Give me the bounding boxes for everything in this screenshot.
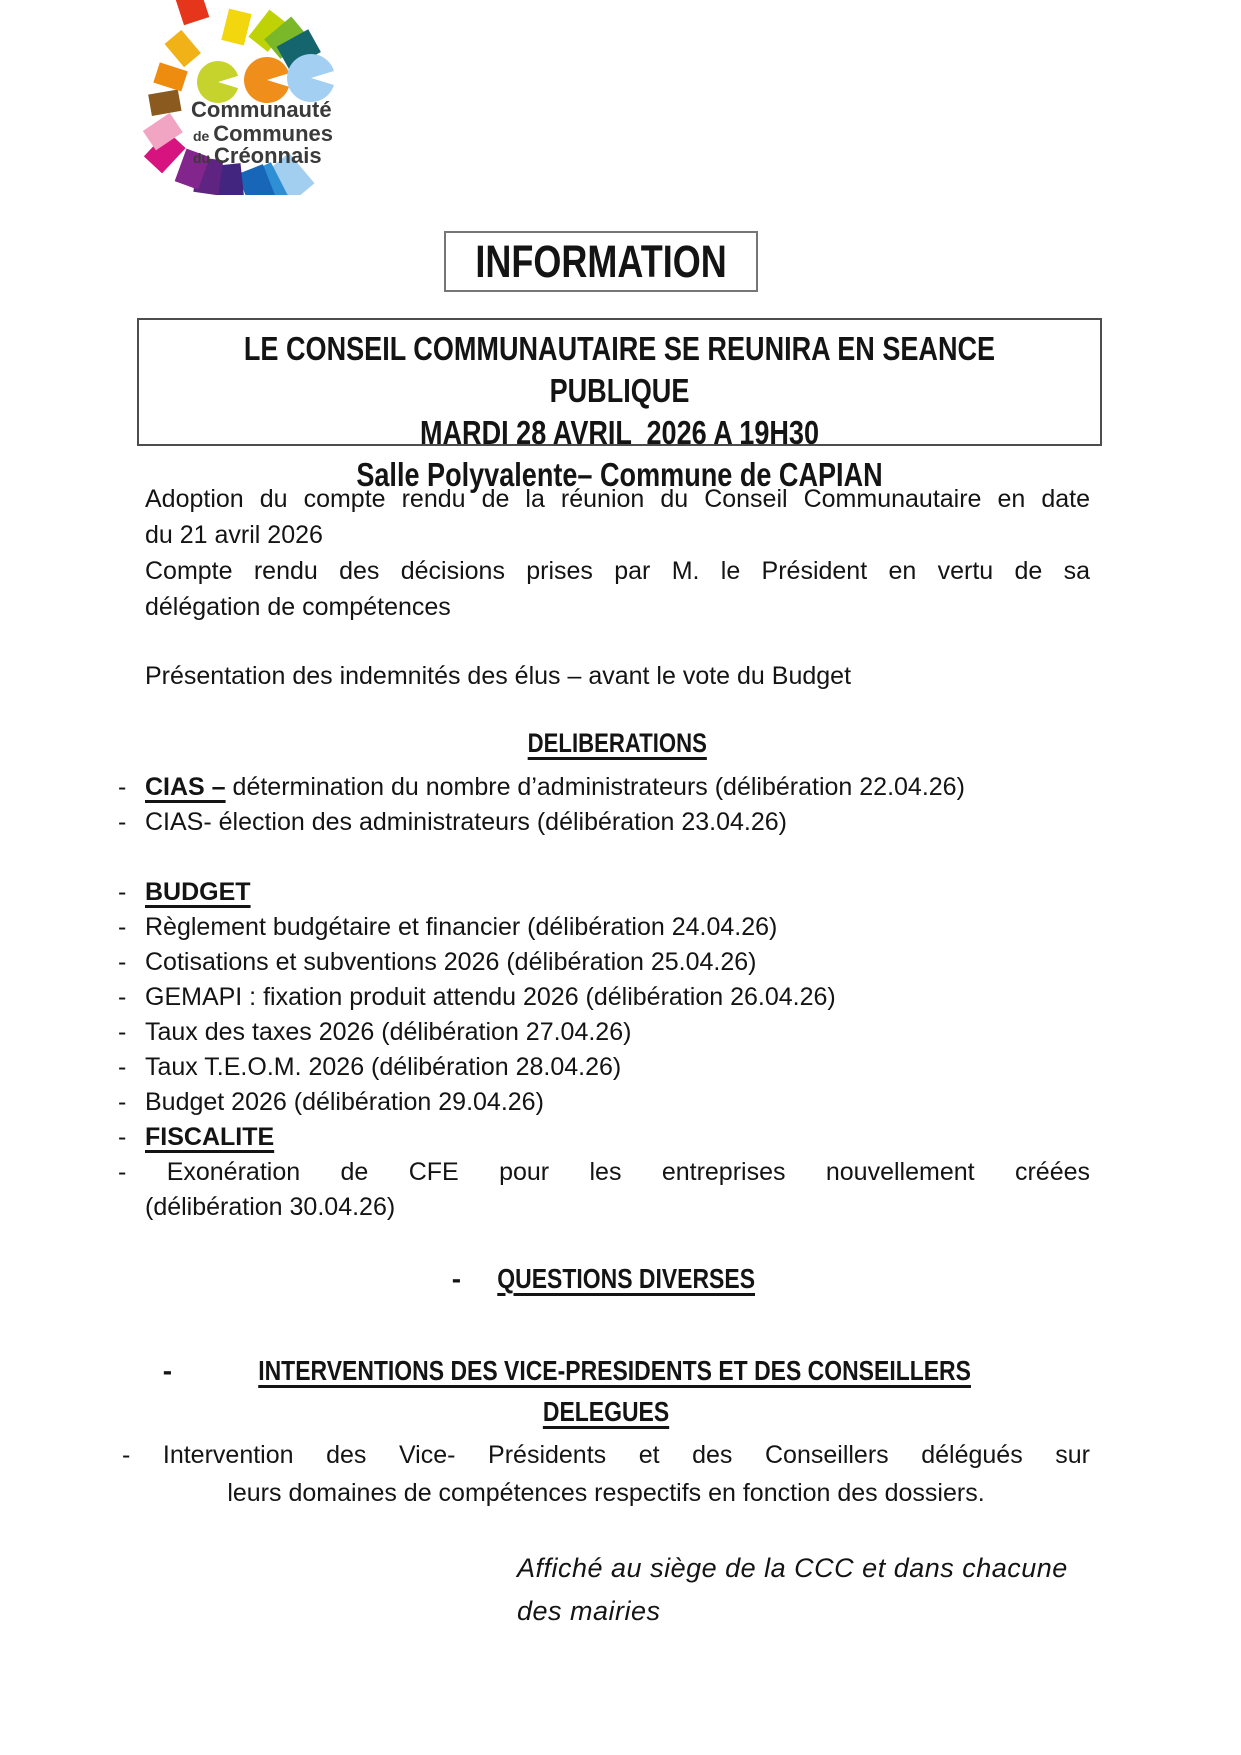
deliberation-item-text: GEMAPI : fixation produit attendu 2026 (délibération 26.04.26) <box>145 983 836 1011</box>
deliberation-item-dash: - <box>118 1018 127 1046</box>
interventions-dash: - <box>162 1355 173 1386</box>
page-title: INFORMATION <box>475 235 727 287</box>
deliberation-item-dash: - <box>118 948 127 976</box>
questions-heading: QUESTIONS DIVERSES <box>497 1263 756 1294</box>
notice-line-2: MARDI 28 AVRIL 2026 A 19H30 <box>419 414 820 451</box>
paragraph-line: Compte rendu des décisions prises par M. le Président en vertu de sa <box>145 557 1090 585</box>
deliberation-item-text: Taux des taxes 2026 (délibération 27.04.26) <box>145 1018 632 1046</box>
deliberation-item-dash: - <box>118 878 127 906</box>
interventions-heading-line2 <box>122 1391 1090 1432</box>
ccc-logo <box>125 0 340 195</box>
deliberation-item <box>118 910 1090 945</box>
deliberations-heading: DELIBERATIONS <box>527 728 708 758</box>
deliberation-item <box>118 1085 1090 1120</box>
paragraph-interventions <box>122 1436 1090 1512</box>
footer-note <box>517 1547 1117 1633</box>
deliberation-item-text: Cotisations et subventions 2026 (délibération 25.04.26) <box>145 948 757 976</box>
deliberation-item <box>118 875 1090 910</box>
logo-ring-tile <box>165 30 201 67</box>
paragraph-line: du 21 avril 2026 <box>145 521 323 549</box>
logo-text-line1: Communauté <box>191 97 332 122</box>
logo-ring-tile <box>173 0 210 25</box>
deliberation-item-text: Budget 2026 (délibération 29.04.26) <box>145 1088 544 1116</box>
deliberation-item-text: Règlement budgétaire et financier (délibération 24.04.26) <box>145 913 778 941</box>
deliberation-item-text: CIAS- élection des administrateurs (délibération 23.04.26) <box>145 808 788 836</box>
deliberation-item-dash: - <box>118 773 127 801</box>
logo-ring-tile <box>148 89 181 116</box>
interventions-heading-wrap <box>122 1350 1090 1432</box>
questions-dash: - <box>451 1263 462 1294</box>
deliberation-item-dash: - <box>118 913 127 941</box>
deliberation-item-bold-label: BUDGET <box>145 878 251 906</box>
deliberation-item-bold-label: CIAS – <box>145 773 226 801</box>
deliberation-item-text: détermination du nombre d’administrateurs (délibération 22.04.26) <box>225 773 965 801</box>
deliberation-item <box>118 1015 1090 1050</box>
logo-ring-tile <box>221 9 251 46</box>
notice-line-1: LE CONSEIL COMMUNAUTAIRE SE REUNIRA EN SEANCE PUBLIQUE <box>243 330 1003 409</box>
deliberation-item <box>118 1050 1090 1085</box>
deliberation-item <box>118 1120 1090 1155</box>
deliberation-item-dash: - <box>118 808 127 836</box>
interventions-heading-text2: DELEGUES <box>542 1396 670 1427</box>
paragraph-line: leurs domaines de compétences respectifs en fonction des dossiers. <box>227 1479 985 1507</box>
deliberation-item-dash: - <box>118 1088 127 1116</box>
paragraph-line: Présentation des indemnités des élus – avant le vote du Budget <box>145 662 852 690</box>
deliberations-list <box>118 770 1090 1155</box>
exoneration-line-2: (délibération 30.04.26) <box>145 1193 396 1221</box>
paragraph-adoption <box>145 481 1090 553</box>
questions-heading-wrap <box>145 1263 1090 1295</box>
paragraph-compte-rendu <box>145 553 1090 625</box>
logo-c-letter <box>287 54 334 102</box>
interventions-heading-text1: INTERVENTIONS DES VICE-PRESIDENTS ET DES CONSEILLERS <box>258 1355 972 1386</box>
deliberation-item <box>118 945 1090 980</box>
paragraph-line: Adoption du compte rendu de la réunion du Conseil Communautaire en date <box>145 485 1090 513</box>
deliberation-item <box>118 805 1090 840</box>
deliberation-item <box>118 980 1090 1015</box>
paragraph-line: délégation de compétences <box>145 593 451 621</box>
deliberation-item-dash: - <box>118 1053 127 1081</box>
paragraph-line: - Intervention des Vice- Présidents et des Conseillers délégués sur <box>122 1441 1090 1469</box>
notice-line-3: Salle Polyvalente– Commune de CAPIAN <box>356 456 883 493</box>
information-title-box <box>444 231 758 292</box>
deliberations-heading-wrap <box>145 728 1090 759</box>
deliberation-item-text: Taux T.E.O.M. 2026 (délibération 28.04.26) <box>145 1053 622 1081</box>
logo-brand-text <box>191 97 333 168</box>
deliberation-item <box>118 770 1090 805</box>
meeting-notice-box <box>137 318 1102 493</box>
interventions-heading-line1 <box>122 1350 1090 1391</box>
footer-line: Affiché au siège de la CCC et dans chacune <box>517 1553 1068 1583</box>
deliberation-item-bold-label: FISCALITE <box>145 1123 275 1151</box>
logo-text-line2: de Communes <box>193 121 334 146</box>
logo-text-line3: du Créonnais <box>193 143 322 168</box>
paragraph-indemnites <box>145 658 1090 694</box>
deliberation-item-dash: - <box>118 983 127 1011</box>
deliberation-item-dash: - <box>118 1123 127 1151</box>
logo-ring-tile <box>153 62 187 91</box>
footer-line: des mairies <box>517 1596 661 1626</box>
exoneration-line: - Exonération de CFE pour les entreprises nouvellement créées <box>118 1158 1090 1186</box>
logo-c-letters <box>197 54 334 103</box>
